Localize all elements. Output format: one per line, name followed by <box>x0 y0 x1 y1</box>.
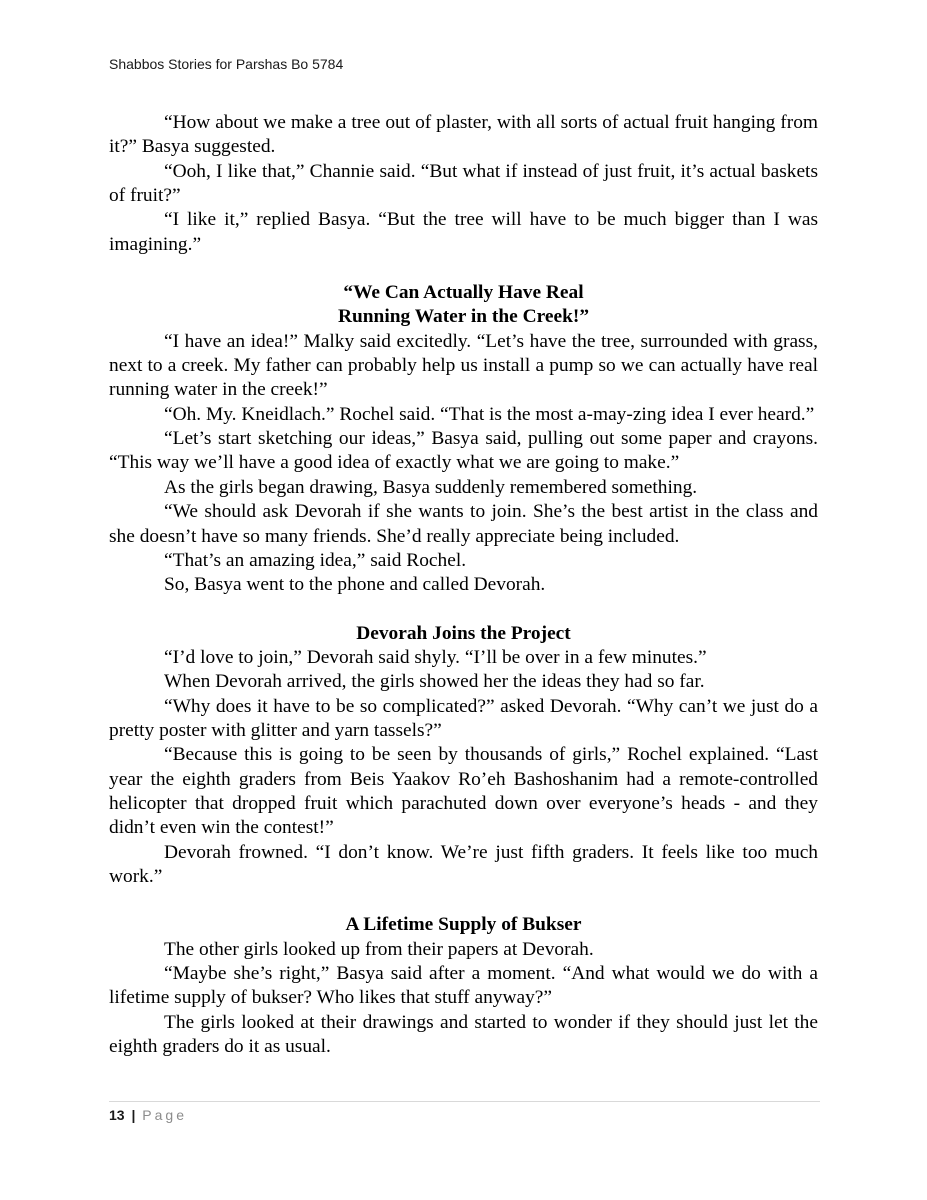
page-footer <box>109 1107 187 1123</box>
section-heading <box>109 281 818 330</box>
paragraph: “Let’s start sketching our ideas,” Basya said, pulling out some paper and crayons. “This way we’ll have a good idea of exactly what we are going to make.” <box>109 428 818 474</box>
paragraph: “Oh. My. Kneidlach.” Rochel said. “That is the most a-may-zing idea I ever heard.” <box>164 403 815 425</box>
paragraph: So, Basya went to the phone and called Devorah. <box>164 574 546 596</box>
paragraph: The girls looked at their drawings and started to wonder if they should just let the eighth graders do it as usual. <box>109 1011 818 1058</box>
paragraph: “Why does it have to be so complicated?” asked Devorah. “Why can’t we just do a pretty poster with glitter and yarn tassels?” <box>109 695 818 741</box>
heading-line: Devorah Joins the Project <box>356 622 571 644</box>
paragraph: When Devorah arrived, the girls showed her the ideas they had so far. <box>164 671 705 693</box>
page-body <box>109 111 818 1059</box>
heading-line: A Lifetime Supply of Bukser <box>345 914 582 936</box>
paragraph: “We should ask Devorah if she wants to join. She’s the best artist in the class and she doesn’t have so many friends. She’d really appreciate being included. <box>109 501 818 547</box>
footer-separator: | <box>131 1107 136 1123</box>
running-header: Shabbos Stories for Parshas Bo 5784 <box>109 56 344 72</box>
paragraph: “Maybe she’s right,” Basya said after a moment. “And what would we do with a lifetime supply of bukser? Who likes that stuff anyway?” <box>109 963 818 1009</box>
heading-line: “We Can Actually Have Real <box>343 282 584 304</box>
section-heading <box>109 622 818 646</box>
paragraph: “I like it,” replied Basya. “But the tree will have to be much bigger than I was imagining.” <box>109 209 818 255</box>
paragraph: “I’d love to join,” Devorah said shyly. “I’ll be over in a few minutes.” <box>164 646 707 668</box>
page-label: Page <box>142 1107 187 1123</box>
section-heading <box>109 913 818 937</box>
paragraph: “Because this is going to be seen by thousands of girls,” Rochel explained. “Last year the eighth graders from Beis Yaakov Ro’eh Bashoshanim had a remote-controlled helicopter that dropped fruit which parachuted down over everyone’s heads - and they didn’t even win the contest!” <box>109 744 818 839</box>
paragraph: “That’s an amazing idea,” said Rochel. <box>164 549 467 571</box>
heading-line: Running Water in the Creek!” <box>337 306 590 328</box>
page-number: 13 <box>109 1107 125 1123</box>
paragraph: As the girls began drawing, Basya suddenly remembered something. <box>164 476 698 498</box>
footer-divider <box>109 1101 820 1102</box>
paragraph: “I have an idea!” Malky said excitedly. “Let’s have the tree, surrounded with grass, next to a creek. My father can probably help us install a pump so we can actually have real running water in the creek!” <box>109 330 818 401</box>
paragraph: The other girls looked up from their papers at Devorah. <box>164 938 594 960</box>
paragraph: Devorah frowned. “I don’t know. We’re just fifth graders. It feels like too much work.” <box>109 841 818 887</box>
paragraph: “How about we make a tree out of plaster, with all sorts of actual fruit hanging from it?” Basya suggested. <box>109 112 818 158</box>
paragraph: “Ooh, I like that,” Channie said. “But what if instead of just fruit, it’s actual baskets of fruit?” <box>109 160 818 207</box>
